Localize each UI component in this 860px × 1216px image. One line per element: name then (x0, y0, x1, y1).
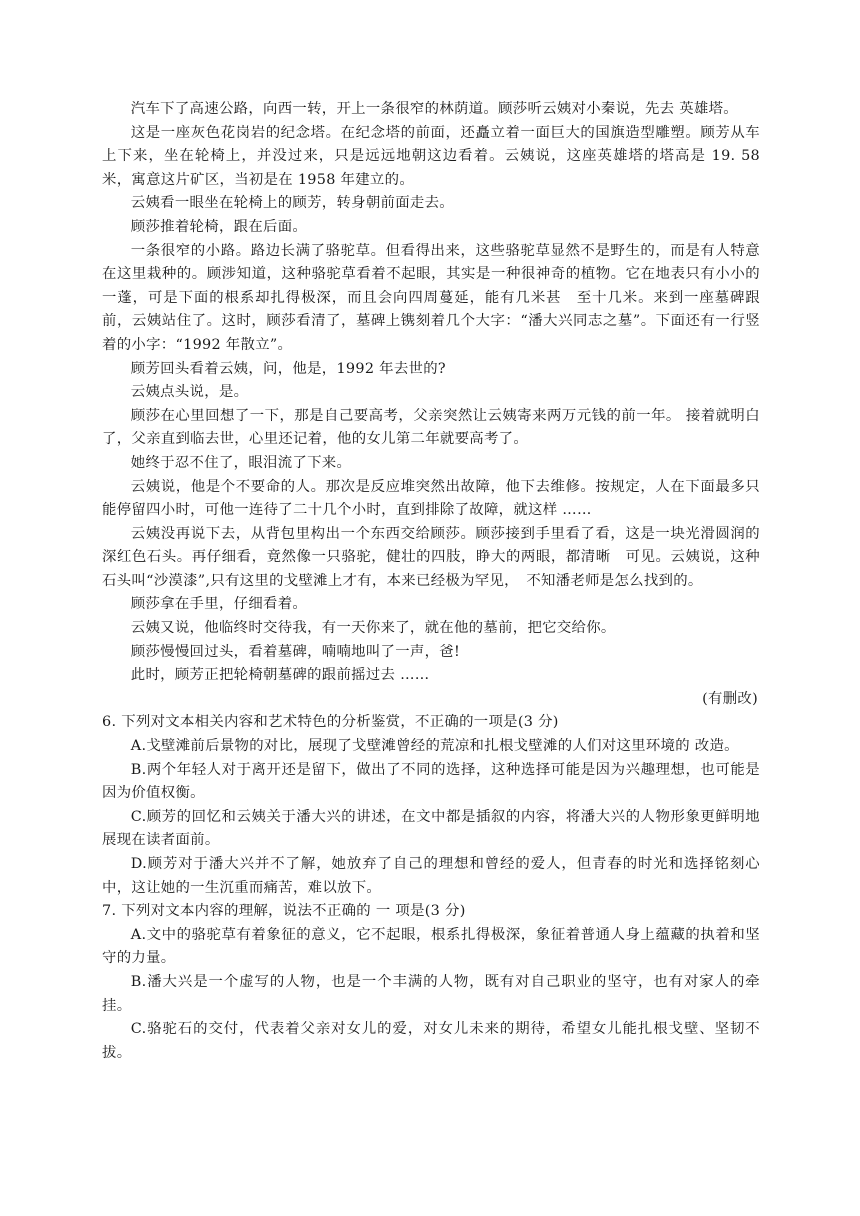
question-7 (102, 900, 760, 1065)
answer-option-d: D.顾芳对于潘大兴并不了解，她放弃了自己的理想和曾经的爱人，但青春的时光和选择铭刻心中，这让她的一生沉重而痛苦，难以放下。 (102, 856, 760, 896)
passage-paragraph: 这是一座灰色花岗岩的纪念塔。在纪念塔的前面，还矗立着一面巨大的国旗造型雕塑。顾芳从车上下来，坐在轮椅上，并没过来，只是远远地朝这边看着。云姨说，这座英雄塔的塔高是 19. 58 米，寓意这片矿区，当初是在 1958 年建立的。 (102, 124, 760, 188)
passage-paragraph: 云姨说，他是个不要命的人。那次是反应堆突然出故障，他下去维修。按规定，人在下面最多只能停留四小时，可他一连待了二十几个小时，直到排除了故障，就这样 …… (102, 478, 760, 519)
passage-paragraph: 汽车下了高速公路，向西一转，开上一条很窄的林荫道。顾莎听云姨对小秦说，先去 英雄塔。 (130, 101, 738, 117)
passage-paragraph: 顾莎慢慢回过头，看着墓碑，喃喃地叫了一声，爸! (130, 643, 461, 660)
answer-option-b: B.潘大兴是一个虚写的人物，也是一个丰满的人物，既有对自己职业的坚守，也有对家人的牵挂。 (102, 973, 760, 1014)
passage-paragraph: 一条很窄的小路。路边长满了骆驼草。但看得出来，这些骆驼草显然不是野生的，而是有人特意在这里栽种的。顾涉知道，这种骆驼草看着不起眼，其实是一种很神奇的植物。它在地表只有小小的一蓬，可是下面的根系却扎得极深，而且会向四周蔓延，能有几米甚 至十几米。来到一座墓碑跟前，云姨站住了。这时，顾莎看清了，墓碑上镌刻着几个大字：“潘大兴同志之墓”。下面还有一行竖着的小字：“1992 年散立”。 (102, 242, 760, 353)
answer-option-a: A.文中的骆驼草有着象征的意义，它不起眼，根系扎得极深，象征着普通人身上蕴藏的执着和坚守的力量。 (102, 926, 760, 967)
question-stem: 6. 下列对文本相关内容和艺术特色的分析鉴赏，不正确的一项是(3 分) (102, 714, 559, 731)
passage-paragraph: 她终于忍不住了，眼泪流了下来。 (130, 454, 352, 471)
answer-option-c: C.骆驼石的交付，代表着父亲对女儿的爱，对女儿未来的期待，希望女儿能扎根戈壁、坚韧不拔。 (102, 1021, 760, 1061)
document-page (102, 98, 760, 1065)
passage-paragraph: 云姨看一眼坐在轮椅上的顾芳，转身朝前面走去。 (130, 195, 454, 212)
source-note: (有删改) (702, 690, 758, 707)
passage-paragraph: 顾莎在心里回想了一下，那是自己要高考，父亲突然让云姨寄来两万元钱的前一年。 接着就明白了，父亲直到临去世，心里还记着，他的女儿第二年就要高考了。 (102, 407, 760, 448)
passage-paragraph: 云姨又说，他临终时交待我，有一天你来了，就在他的墓前，把它交给你。 (130, 620, 616, 637)
story-passage (102, 98, 760, 688)
passage-paragraph: 顾莎拿在手里，仔细看着。 (130, 596, 308, 613)
passage-paragraph: 云姨没再说下去，从背包里构出一个东西交给顾莎。顾莎接到手里看了看，这是一块光滑圆润的深红色石头。再仔细看，竟然像一只骆驼，健壮的四肢，睁大的两眼，都清晰 可见。云姨说，这种石头叫“沙漠漆”,只有这里的戈壁滩上才有，本来已经极为罕见， 不知潘老师是怎么找到的。 (102, 525, 760, 589)
answer-option-a: A.戈壁滩前后景物的对比，展现了戈壁滩曾经的荒凉和扎根戈壁滩的人们对这里环境的 改造。 (130, 738, 739, 755)
question-6 (102, 711, 760, 900)
passage-paragraph: 云姨点头说，是。 (130, 384, 249, 401)
passage-paragraph: 顾芳回头看着云姨，问，他是，1992 年去世的? (130, 360, 446, 377)
answer-option-b: B.两个年轻人对于离开还是留下，做出了不同的选择，这种选择可能是因为兴趣理想，也可能是因为价值权衡。 (102, 761, 760, 802)
passage-paragraph: 顾莎推着轮椅，跟在后面。 (130, 218, 308, 235)
question-stem: 7. 下列对文本内容的理解，说法不正确的 一 项是(3 分) (102, 903, 466, 920)
answer-option-c: C.顾芳的回忆和云姨关于潘大兴的讲述，在文中都是插叙的内容，将潘大兴的人物形象更鲜明地展现在读者面前。 (102, 808, 760, 849)
passage-paragraph: 此时，顾芳正把轮椅朝墓碑的跟前摇过去 …… (130, 667, 430, 684)
